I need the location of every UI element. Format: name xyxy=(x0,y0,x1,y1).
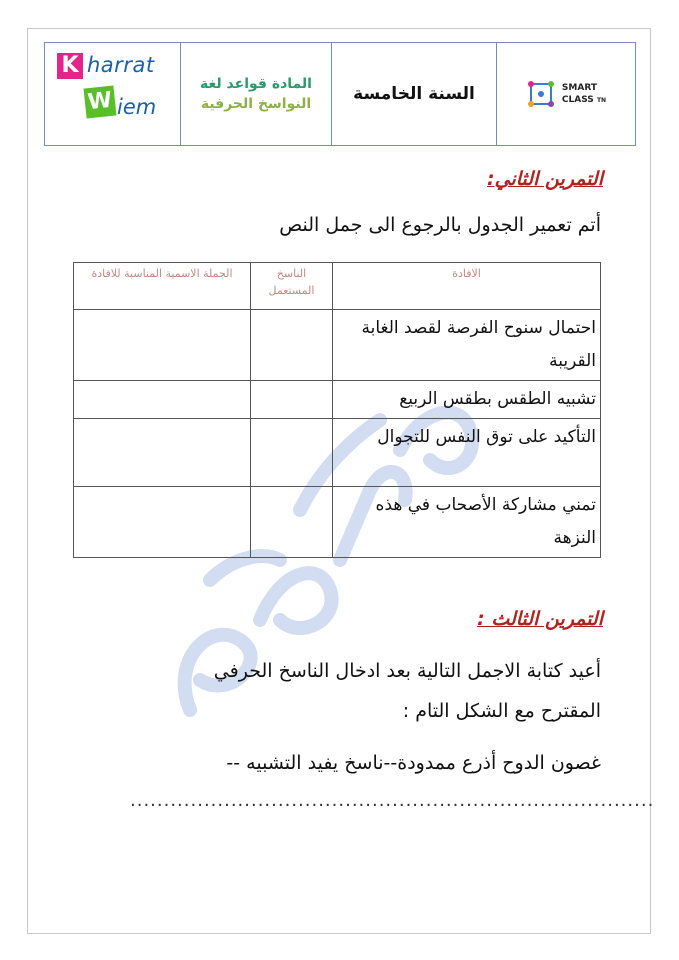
answer-cell[interactable] xyxy=(251,419,333,487)
answer-cell[interactable] xyxy=(74,487,251,558)
table-cell: تمني مشاركة الأصحاب في هذه النزهة xyxy=(333,487,601,558)
answer-cell[interactable] xyxy=(251,381,333,419)
subject-topic: النواسخ الحرفية xyxy=(200,96,312,112)
exercise2-title: التمرين الثاني: xyxy=(487,168,603,190)
answer-cell[interactable] xyxy=(74,310,251,381)
smart-class-text xyxy=(562,82,606,107)
smart-line1: SMART xyxy=(561,82,597,93)
table-row xyxy=(74,310,601,381)
answer-cell[interactable] xyxy=(251,487,333,558)
exercise2-instruction: أتم تعمير الجدول بالرجوع الى جمل النص xyxy=(279,214,601,236)
exercise3-title: التمرين الثالث : xyxy=(477,608,603,630)
table-cell: التأكيد على توق النفس للتجوال xyxy=(333,419,601,487)
exercise3-item: غصون الدوح أذرع ممدودة--ناسخ يفيد التشبيه -- xyxy=(226,752,601,774)
column-header: الجملة الاسمية المناسبة للافادة xyxy=(74,263,251,310)
year-cell xyxy=(332,43,497,145)
grade-title: السنة الخامسة xyxy=(353,84,475,104)
smart-class-icon xyxy=(526,79,556,109)
table-row xyxy=(74,419,601,487)
logo-harrat-text: harrat xyxy=(87,53,155,77)
logo-w-tile: W xyxy=(84,86,117,119)
table-cell: تشبيه الطقس بطقس الربيع xyxy=(333,381,601,419)
table-cell: احتمال سنوح الفرصة لقصد الغابة القريبة xyxy=(333,310,601,381)
table-row xyxy=(74,381,601,419)
smart-class-logo xyxy=(497,43,635,145)
header-box xyxy=(44,42,636,146)
exercise3-instruction-line1: أعيد كتابة الاجمل التالية بعد ادخال الناسخ الحرفي xyxy=(213,660,601,682)
logo-iem-text: iem xyxy=(117,95,157,119)
exercise3-instruction-line2: المقترح مع الشكل التام : xyxy=(402,700,601,722)
table-row xyxy=(74,487,601,558)
kharrat-wiem-logo xyxy=(45,43,181,145)
benefit-table xyxy=(73,262,601,558)
table-header-row xyxy=(74,263,601,310)
smart-line2: CLASS xyxy=(561,94,594,105)
answer-cell[interactable] xyxy=(74,381,251,419)
answer-cell[interactable] xyxy=(74,419,251,487)
column-header: الناسخ المستعمل xyxy=(251,263,333,310)
smart-tn: TN xyxy=(596,96,607,104)
answer-dotted-line[interactable]: .............................................................................. xyxy=(130,790,655,811)
column-header: الافادة xyxy=(333,263,601,310)
answer-cell[interactable] xyxy=(251,310,333,381)
logo-k-tile: K xyxy=(57,53,83,79)
subject-label: المادة قواعد لغة xyxy=(200,76,312,92)
subject-cell xyxy=(181,43,332,145)
